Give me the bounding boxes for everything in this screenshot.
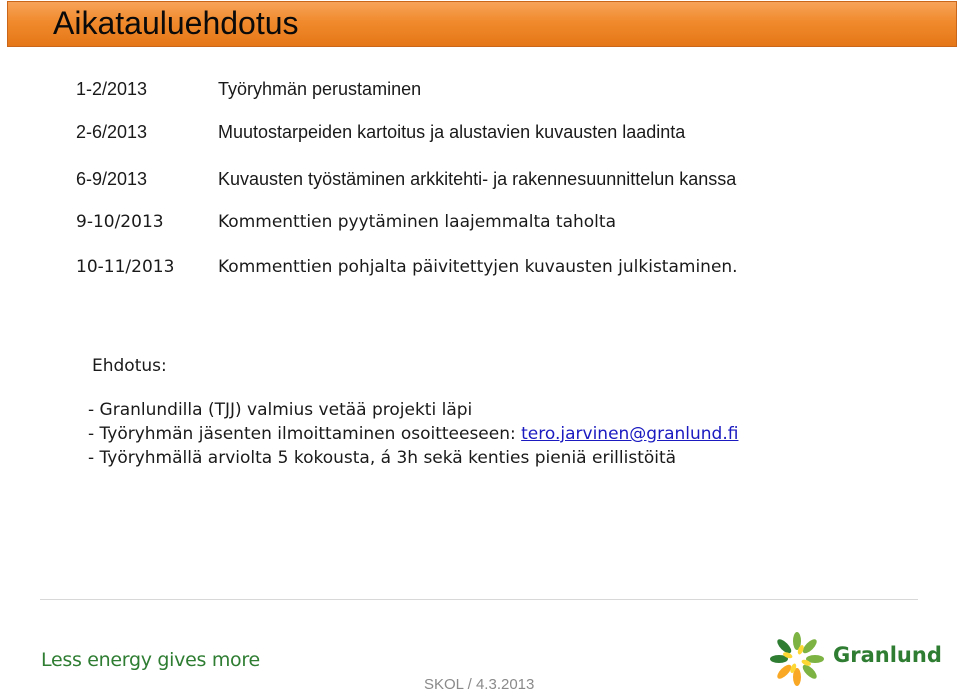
schedule-row <box>0 212 960 236</box>
schedule-period: 1-2/2013 <box>76 79 148 99</box>
slogan: Less energy gives more <box>41 649 260 671</box>
schedule-row <box>0 79 960 103</box>
proposal-heading: Ehdotus: <box>92 356 167 376</box>
schedule-task: Muutostarpeiden kartoitus ja alustavien kuvausten laadinta <box>218 122 686 142</box>
schedule-period: 2-6/2013 <box>76 122 148 142</box>
granlund-logo <box>767 629 947 689</box>
footer-divider <box>40 599 918 600</box>
schedule-period: 9-10/2013 <box>76 212 164 232</box>
proposal-line: - Granlundilla (TJJ) valmius vetää projekti läpi <box>88 400 473 420</box>
granlund-flower-icon <box>767 629 827 689</box>
schedule-task: Kommenttien pyytäminen laajemmalta taholta <box>218 212 616 232</box>
proposal-line-text: - Työryhmän jäsenten ilmoittaminen osoitteeseen: <box>88 424 522 444</box>
schedule-task: Kuvausten työstäminen arkkitehti- ja rakennesuunnittelun kanssa <box>218 169 737 189</box>
slide-title: Aikatauluehdotus <box>53 5 299 41</box>
schedule-row <box>0 169 960 193</box>
schedule-period: 6-9/2013 <box>76 169 148 189</box>
schedule-task: Kommenttien pohjalta päivitettyjen kuvausten julkistaminen. <box>218 257 738 277</box>
schedule-list <box>0 0 960 300</box>
email-link[interactable]: tero.jarvinen@granlund.fi <box>521 424 739 444</box>
schedule-row <box>0 122 960 146</box>
schedule-task: Työryhmän perustaminen <box>218 79 422 99</box>
proposal-line: - Työryhmällä arviolta 5 kokousta, á 3h sekä kenties pieniä erillistöitä <box>88 448 677 468</box>
schedule-period: 10-11/2013 <box>76 257 175 277</box>
brand-name: Granlund <box>833 643 942 667</box>
proposal-line <box>88 424 738 444</box>
footer-date: SKOL / 4.3.2013 <box>424 676 535 693</box>
schedule-row <box>0 257 960 281</box>
